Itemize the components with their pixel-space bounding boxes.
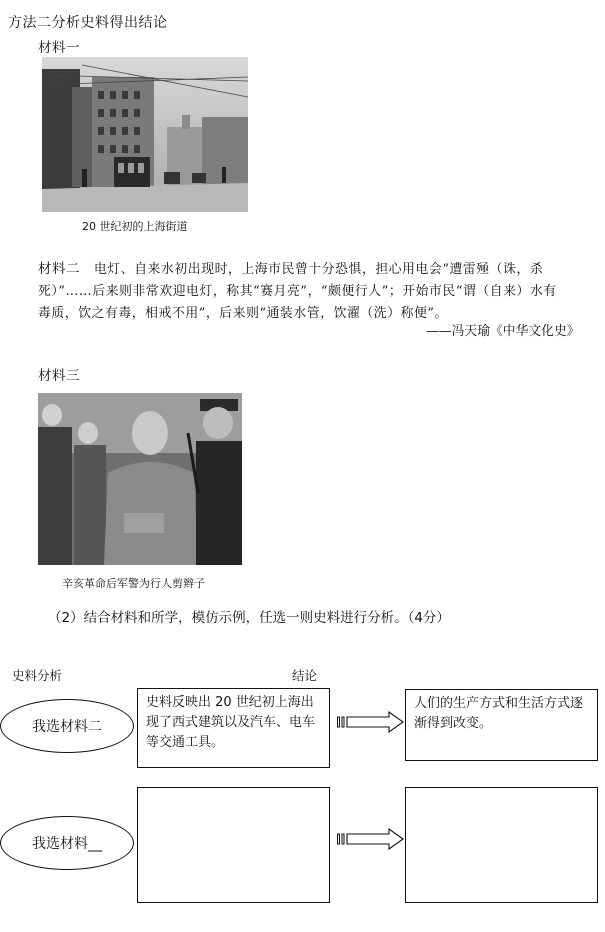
material3-caption: 辛亥革命后军警为行人剪辫子	[62, 577, 205, 590]
material1-label: 材料一	[38, 40, 80, 56]
queue-cutting-photo	[38, 393, 242, 565]
row1-choice-label: 我选材料二	[32, 719, 102, 735]
row2-arrow-icon	[337, 828, 405, 854]
row2-choice-label: 我选材料__	[32, 836, 102, 852]
row2-choice-ellipse	[0, 816, 134, 870]
row2-analysis-box[interactable]	[137, 787, 330, 903]
material2-source: ——冯天瑜《中华文化史》	[426, 324, 580, 339]
row1-conclusion-box[interactable]	[405, 689, 598, 761]
material2-label: 材料二	[38, 261, 80, 277]
row1-analysis-text: 史料反映出 20 世纪初上海出现了西式建筑以及汽车、电车等交通工具。	[146, 695, 316, 750]
column-header-conclusion: 结论	[292, 668, 318, 683]
row2-conclusion-box[interactable]	[405, 787, 598, 903]
row1-arrow-icon	[337, 711, 405, 737]
street-photo	[42, 57, 248, 212]
row1-choice-ellipse	[0, 699, 134, 753]
question-text: （2）结合材料和所学，模仿示例，任选一则史料进行分析。（4分）	[48, 610, 450, 626]
row1-conclusion-text: 人们的生产方式和生活方式逐渐得到改变。	[414, 696, 584, 731]
material1-caption: 20 世纪初的上海街道	[82, 220, 188, 233]
material2-text: 电灯、自来水初出现时，上海市民曾十分恐惧，担心用电会“遭雷殛（诛，杀死）”……后来则非常欢迎电灯，称其“赛月亮”，“颇便行人”；开始市民“谓（自来）水有毒质，饮之有毒，相戒不用”，后来则“通装水管，饮濯（洗）称便”。	[38, 262, 557, 321]
column-header-analysis: 史料分析	[12, 668, 63, 683]
material2-paragraph	[38, 258, 568, 325]
material3-label: 材料三	[38, 368, 80, 384]
section-heading: 方法二分析史料得出结论	[8, 15, 168, 31]
row1-analysis-box[interactable]	[137, 688, 330, 768]
